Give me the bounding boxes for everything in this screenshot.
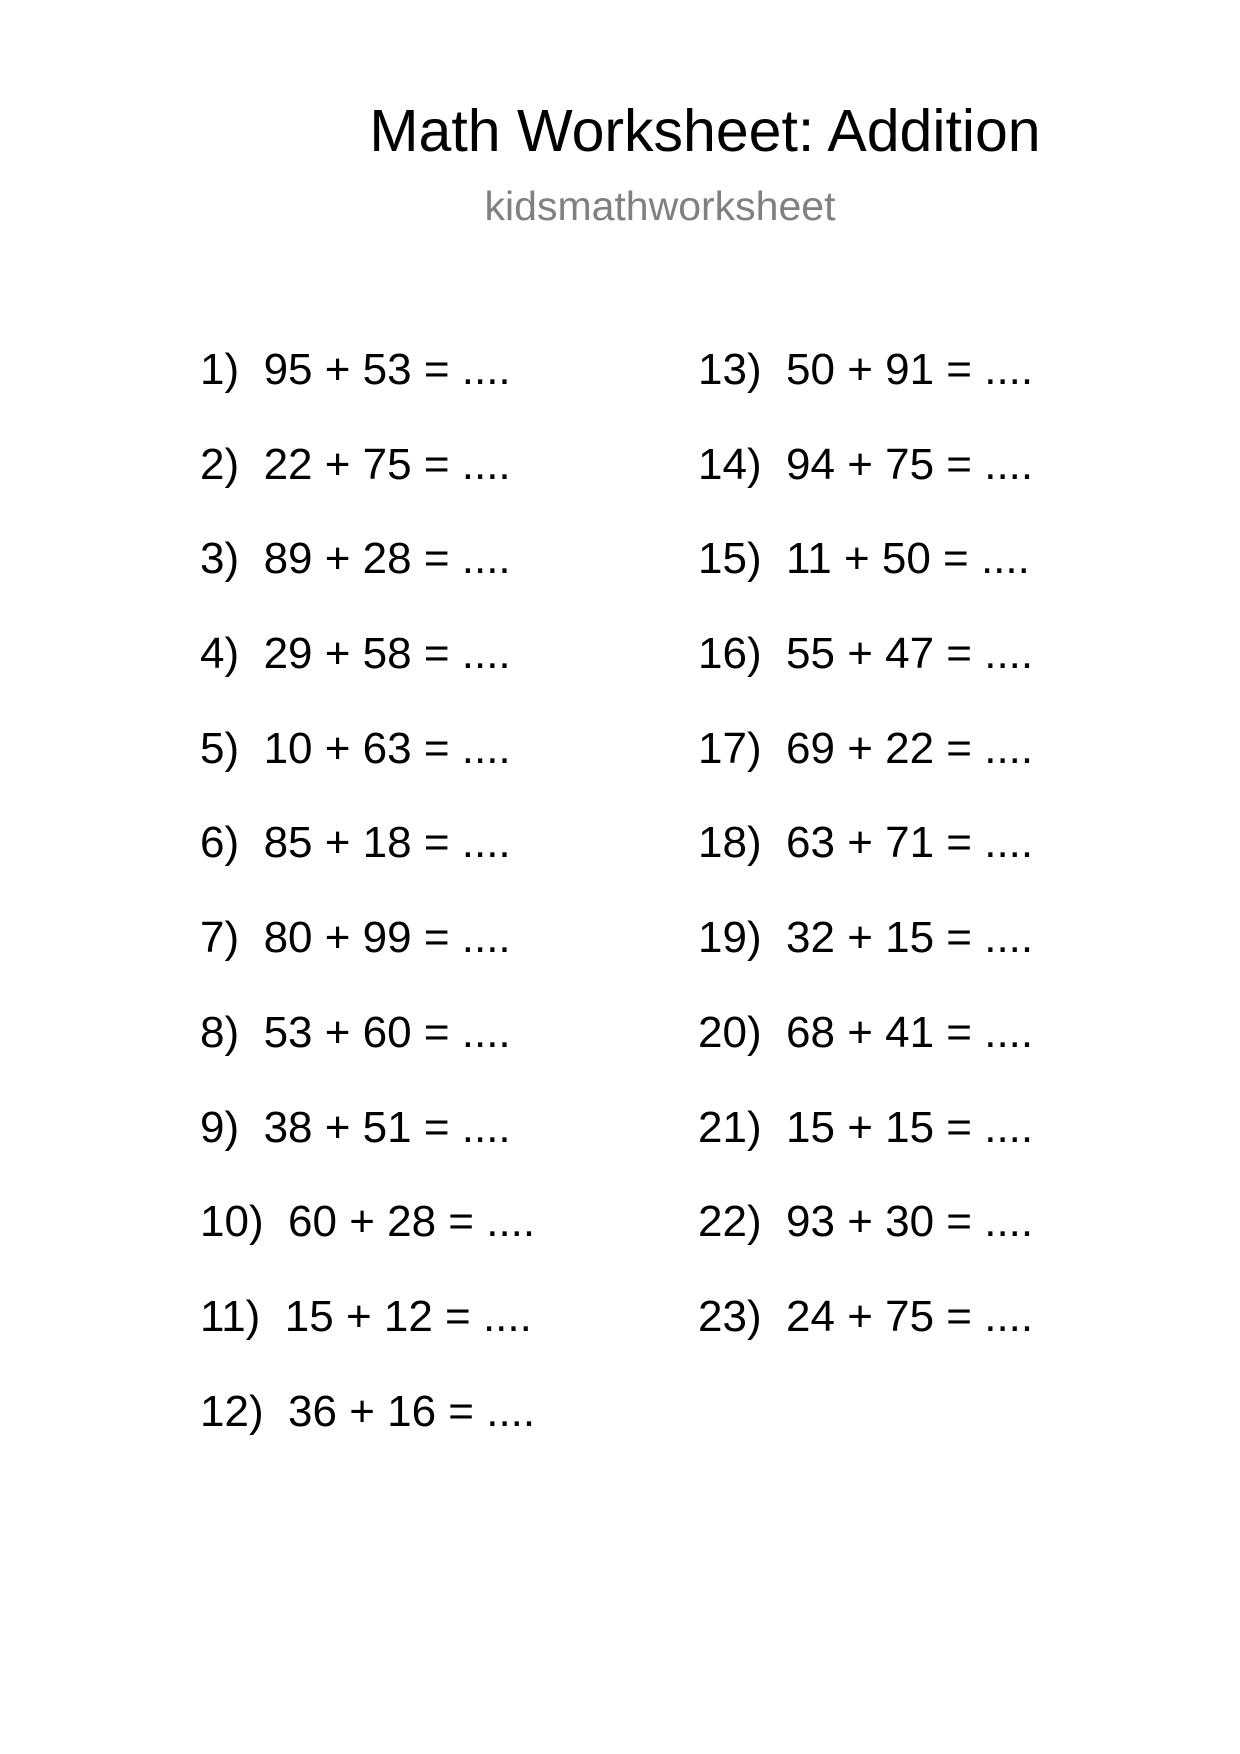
problem-item: 16) 55 + 47 = .... [698, 629, 1034, 679]
problem-item: 9) 38 + 51 = .... [200, 1102, 511, 1152]
problem-item: 7) 80 + 99 = .... [200, 913, 511, 963]
problem-item: 10) 60 + 28 = .... [200, 1197, 536, 1247]
problem-item: 18) 63 + 71 = .... [698, 818, 1034, 868]
problem-item: 22) 93 + 30 = .... [698, 1197, 1034, 1247]
problem-item: 4) 29 + 58 = .... [200, 629, 511, 679]
problem-item: 8) 53 + 60 = .... [200, 1007, 511, 1057]
problem-item: 14) 94 + 75 = .... [698, 439, 1034, 489]
problem-item: 15) 11 + 50 = .... [698, 534, 1030, 584]
page-subtitle: kidsmathworksheet [484, 183, 836, 229]
problem-item: 2) 22 + 75 = .... [200, 439, 511, 489]
problem-item: 20) 68 + 41 = .... [698, 1007, 1034, 1057]
problem-item: 23) 24 + 75 = .... [698, 1291, 1034, 1341]
problem-item: 5) 10 + 63 = .... [200, 723, 511, 773]
problem-item: 12) 36 + 16 = .... [200, 1386, 536, 1436]
page-title: Math Worksheet: Addition [369, 98, 1041, 164]
problem-item: 13) 50 + 91 = .... [698, 345, 1034, 394]
problem-item: 6) 85 + 18 = .... [200, 818, 511, 868]
problem-item: 11) 15 + 12 = .... [200, 1291, 532, 1341]
problem-item: 19) 32 + 15 = .... [698, 913, 1034, 963]
problem-item: 3) 89 + 28 = .... [200, 534, 511, 584]
problem-item: 17) 69 + 22 = .... [698, 723, 1034, 773]
problem-column-right [698, 345, 1118, 1387]
problem-item: 21) 15 + 15 = .... [698, 1102, 1034, 1152]
problem-column-left [200, 345, 620, 1481]
problem-item: 1) 95 + 53 = .... [200, 345, 511, 394]
